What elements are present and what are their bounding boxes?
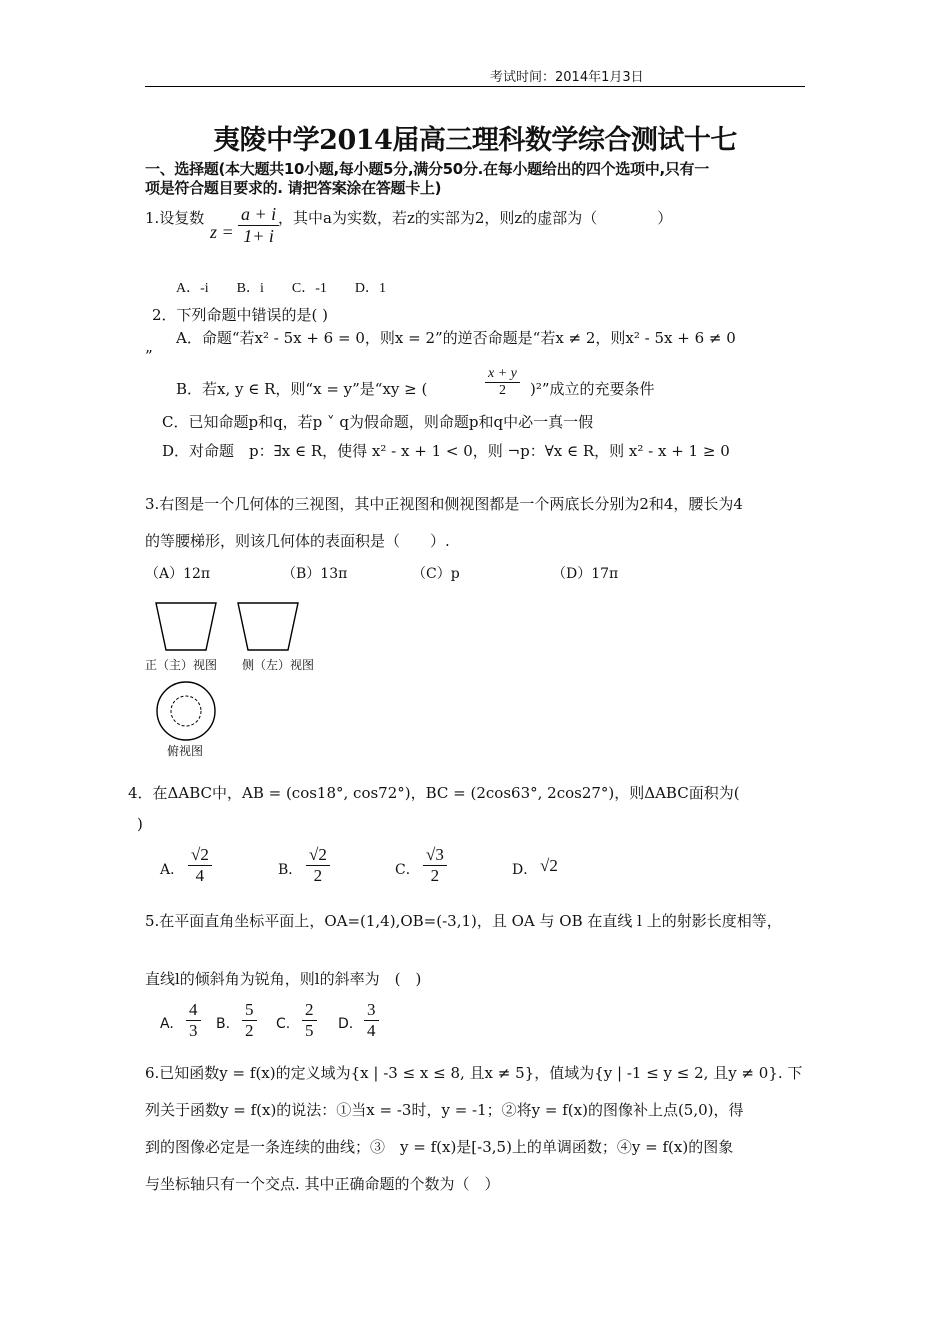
q4-option-a-fraction xyxy=(188,845,212,885)
q1-text: ，其中a为实数，若z的实部为2，则z的虚部为（ ） xyxy=(278,209,673,227)
q2-b-fraction xyxy=(485,366,520,399)
q3-option-b: （B）13π xyxy=(282,566,348,582)
section-heading-line2: 项是符合题目要求的. 请把答案涂在答题卡上) xyxy=(145,179,442,197)
q5-line1: 5.在平面直角坐标平面上，OA=(1,4),OB=(-3,1)，且 OA 与 OB 在直线 l 上的射影长度相等， xyxy=(145,912,782,930)
q1-fraction xyxy=(238,204,279,246)
q5-d-num: 3 xyxy=(364,1000,379,1021)
q2-b-numerator: x + y xyxy=(485,366,520,383)
q4-line1: 4．在ΔABC中，AB = (cos18°, cos72°)，BC = (2cos63°, 2cos27°)，则ΔABC面积为( xyxy=(128,784,740,802)
q2-option-d: D．对命题 p：∃x ∈ R，使得 x² - x + 1 < 0，则 ¬p：∀x ∈ R，则 x² - x + 1 ≥ 0 xyxy=(162,442,730,460)
q3-option-d: （D）17π xyxy=(552,566,619,582)
q4-option-d-label: D． xyxy=(512,862,538,878)
q6-line2: 列关于函数y = f(x)的说法：①当x = -3时，y = -1；②将y = f(x)的图像补上点(5,0)，得 xyxy=(145,1101,744,1119)
q5-c-num: 2 xyxy=(302,1000,317,1021)
q5-option-b-label: B. xyxy=(216,1016,231,1032)
q3-option-c: （C）p xyxy=(412,566,460,582)
top-view-label: 俯视图 xyxy=(167,744,204,758)
q6-line1: 6.已知函数y = f(x)的定义域为{x | -3 ≤ x ≤ 8, 且x ≠ 5}，值域为{y | -1 ≤ y ≤ 2, 且y ≠ 0}. 下 xyxy=(145,1064,803,1082)
q4-line2: ) xyxy=(137,815,143,833)
q3-line2: 的等腰梯形，则该几何体的表面积是（ ）. xyxy=(145,532,450,550)
q5-a-den: 3 xyxy=(189,1020,198,1040)
q5-d-den: 4 xyxy=(367,1020,376,1040)
q5-option-b-fraction xyxy=(242,1000,257,1040)
q4-option-d-value: √2 xyxy=(540,856,558,875)
top-view-inner-circle xyxy=(171,696,201,726)
front-view-label: 正（主）视图 xyxy=(145,658,218,672)
q5-option-d-label: D. xyxy=(338,1016,354,1032)
front-view-trapezoid xyxy=(156,603,216,650)
q4-option-c-label: C． xyxy=(395,862,420,878)
side-view-trapezoid xyxy=(238,603,298,650)
q2-option-a: A．命题“若x² - 5x + 6 = 0，则x = 2”的逆否命题是“若x ≠ 2，则x² - 5x + 6 ≠ 0 xyxy=(176,329,736,347)
q4-option-b-label: B． xyxy=(278,862,303,878)
q3-line1: 3.右图是一个几何体的三视图，其中正视图和侧视图都是一个两底长分别为2和4，腰长为4 xyxy=(145,495,743,513)
side-view-label: 侧（左）视图 xyxy=(242,658,315,672)
q3-option-a: （A）12π xyxy=(145,566,211,582)
q4-a-den: 4 xyxy=(195,865,205,885)
q5-a-num: 4 xyxy=(186,1000,201,1021)
q4-option-a-label: A． xyxy=(160,862,185,878)
q1-z-eq: z = xyxy=(210,222,234,242)
q1-numerator: a + i xyxy=(238,204,279,226)
q4-b-num: √2 xyxy=(306,845,330,866)
header-rule xyxy=(145,86,805,87)
q2-option-a-cont: ” xyxy=(145,347,153,365)
q5-option-a-label: A. xyxy=(160,1016,174,1032)
top-view-outer-circle xyxy=(157,682,215,740)
q5-option-c-fraction xyxy=(302,1000,317,1040)
q1-denominator: 1+ i xyxy=(243,225,274,246)
q2-option-b-pre: B．若x, y ∈ R，则“x = y”是“xy ≥ ( xyxy=(176,380,428,398)
q6-line3: 到的图像必定是一条连续的曲线；③ y = f(x)是[-3,5)上的单调函数；④y = f(x)的图象 xyxy=(145,1138,734,1156)
q5-option-d-fraction xyxy=(364,1000,379,1040)
q6-line4: 与坐标轴只有一个交点. 其中正确命题的个数为（ ） xyxy=(145,1175,500,1193)
q4-option-c-fraction xyxy=(423,845,447,885)
q1-options: A．-i B．i C．-1 D．1 xyxy=(176,281,386,296)
exam-time: 考试时间：2014年1月3日 xyxy=(490,70,644,85)
page-title: 夷陵中学2014届高三理科数学综合测试十七 xyxy=(213,125,737,156)
q2-b-denominator: 2 xyxy=(498,383,506,399)
q4-option-b-fraction xyxy=(306,845,330,885)
q2-option-b-post: )²”成立的充要条件 xyxy=(530,380,655,398)
q2-option-c: C．已知命题p和q，若p ˅ q为假命题，则命题p和q中必一真一假 xyxy=(162,413,594,431)
q5-option-a-fraction xyxy=(186,1000,201,1040)
q4-c-den: 2 xyxy=(430,865,440,885)
q5-option-c-label: C. xyxy=(276,1016,291,1032)
q5-b-num: 5 xyxy=(242,1000,257,1021)
section-heading-line1: 一、选择题(本大题共10小题,每小题5分,满分50分.在每小题给出的四个选项中,只有一 xyxy=(145,160,709,178)
q2-stem: 2．下列命题中错误的是( ) xyxy=(152,306,329,324)
q5-c-den: 5 xyxy=(305,1020,314,1040)
q1-prefix: 1.设复数 xyxy=(145,209,205,227)
q4-b-den: 2 xyxy=(313,865,323,885)
q4-c-num: √3 xyxy=(423,845,447,866)
q5-line2: 直线l的倾斜角为锐角，则l的斜率为 ( ) xyxy=(145,970,422,988)
q4-a-num: √2 xyxy=(188,845,212,866)
q5-b-den: 2 xyxy=(245,1020,254,1040)
